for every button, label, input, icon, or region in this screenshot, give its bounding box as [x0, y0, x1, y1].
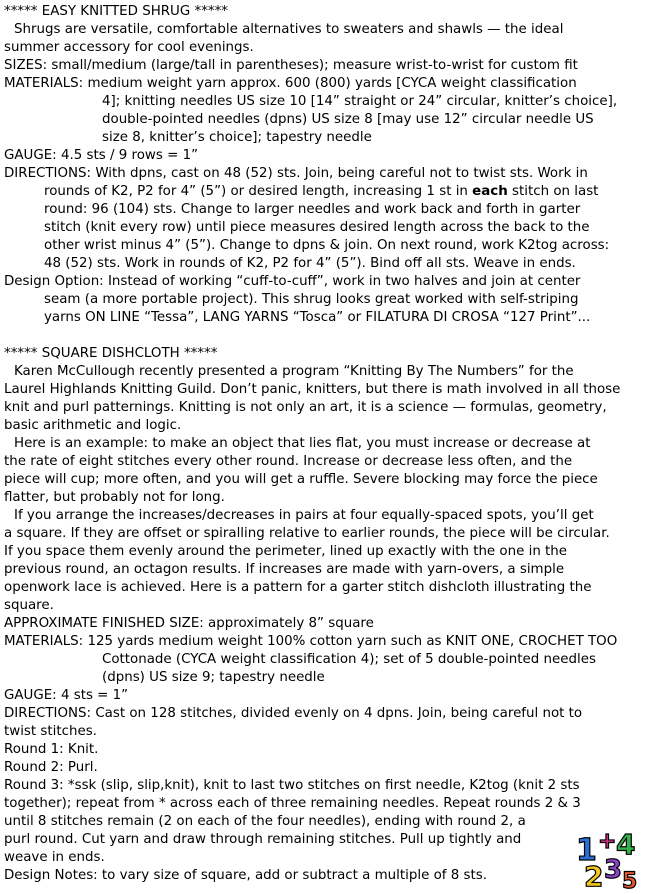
directions-text: stitch on last — [512, 184, 599, 199]
dishcloth-para-line: piece will cup; more often, and you will get a ruffle. Severe blocking may force the piece — [4, 472, 598, 487]
dishcloth-para-line: Here is an example: to make an object that lies flat, you must increase or decrease at — [14, 436, 591, 451]
clipart-glyph: 3 — [604, 855, 623, 885]
dishcloth-materials-line: MATERIALS: 125 yards medium weight 100% cotton yarn such as KNIT ONE, CROCHET TOO — [4, 634, 618, 649]
dishcloth-directions-line: purl round. Cut yarn and draw through remaining stitches. Pull up tightly and — [4, 832, 522, 847]
shrug-materials-line: MATERIALS: medium weight yarn approx. 600 (800) yards [CYCA weight classification — [4, 76, 577, 91]
dishcloth-para-line: square. — [4, 598, 54, 613]
shrug-design-option-line: Design Option: Instead of working “cuff-to-cuff”, work in two halves and join at center — [4, 274, 581, 289]
dishcloth-directions-line: weave in ends. — [4, 850, 105, 865]
dishcloth-heading: ***** SQUARE DISHCLOTH ***** — [4, 346, 218, 361]
shrug-heading: ***** EASY KNITTED SHRUG ***** — [4, 4, 228, 19]
clipart-glyph: 5 — [622, 869, 638, 890]
document-page — [4, 3, 646, 885]
shrug-design-option-line: yarns ON LINE “Tessa”, LANG YARNS “Tosca” or FILATURA DI CROSA “127 Print”... — [44, 310, 591, 325]
dishcloth-para-line: If you arrange the increases/decreases in pairs at four equally-spaced spots, you’ll get — [14, 508, 594, 523]
shrug-intro-line: Shrugs are versatile, comfortable alternatives to sweaters and shawls — the ideal — [14, 22, 564, 37]
dishcloth-para-line: openwork lace is achieved. Here is a pattern for a garter stitch dishcloth illustrating the — [4, 580, 592, 595]
directions-text: rounds of K2, P2 for 4” (5”) or desired length, increasing 1 st in — [44, 184, 468, 199]
dishcloth-para-line: If you space them evenly around the perimeter, lined up exactly with the one in the — [4, 544, 568, 559]
shrug-directions-line: other wrist minus 4” (5”). Change to dpns & join. On next round, work K2tog across: — [44, 238, 610, 253]
dishcloth-round-line: Round 1: Knit. — [4, 742, 99, 757]
shrug-intro-line: summer accessory for cool evenings. — [4, 40, 254, 55]
dishcloth-design-notes: Design Notes: to vary size of square, add or subtract a multiple of 8 sts. — [4, 868, 487, 883]
dishcloth-round-line: Round 2: Purl. — [4, 760, 98, 775]
dishcloth-para-line: the rate of eight stitches every other round. Increase or decrease less often, and the — [4, 454, 573, 469]
dishcloth-para-line: a square. If they are offset or spiralling relative to earlier rounds, the piece will be circular. — [4, 526, 610, 541]
shrug-directions-line: round: 96 (104) sts. Change to larger needles and work back and forth in garter — [44, 202, 581, 217]
shrug-materials-line: double-pointed needles (dpns) US size 8 [may use 12” circular needle US — [102, 112, 594, 127]
math-numbers-clipart — [572, 826, 644, 890]
dishcloth-directions-line: until 8 stitches remain (2 on each of the four needles), ending with round 2, a — [4, 814, 526, 829]
directions-bold-word: each — [472, 184, 508, 199]
shrug-gauge: GAUGE: 4.5 sts / 9 rows = 1” — [4, 148, 199, 163]
dishcloth-directions-line: twist stitches. — [4, 724, 97, 739]
shrug-directions-line: DIRECTIONS: With dpns, cast on 48 (52) sts. Join, being careful not to twist sts. Work in — [4, 166, 588, 181]
shrug-design-option-line: seam (a more portable project). This shrug looks great worked with self-striping — [44, 292, 579, 307]
dishcloth-round-line: Round 3: *ssk (slip, slip,knit), knit to last two stitches on first needle, K2tog (knit 2 sts — [4, 778, 580, 793]
dishcloth-para-line: Karen McCullough recently presented a program “Knitting By The Numbers” for the — [14, 364, 574, 379]
shrug-directions-line — [4, 183, 646, 201]
dishcloth-para-line: flatter, but probably not for long. — [4, 490, 225, 505]
shrug-directions-line: stitch (knit every row) until piece measures desired length across the back to the — [44, 220, 590, 235]
dishcloth-gauge: GAUGE: 4 sts = 1” — [4, 688, 129, 703]
shrug-sizes: SIZES: small/medium (large/tall in parentheses); measure wrist-to-wrist for custom fit — [4, 58, 578, 73]
shrug-materials-line: size 8, knitter’s choice]; tapestry needle — [102, 130, 372, 145]
dishcloth-directions-line: together); repeat from * across each of three remaining needles. Repeat rounds 2 & 3 — [4, 796, 581, 811]
clipart-glyph: 4 — [616, 828, 636, 861]
dishcloth-para-line: previous round, an octagon results. If increases are made with yarn-overs, a simple — [4, 562, 565, 577]
dishcloth-para-line: knit and purl patternings. Knitting is not only an art, it is a science — formulas, geometry, — [4, 400, 607, 415]
dishcloth-finished-size: APPROXIMATE FINISHED SIZE: approximately 8” square — [4, 616, 374, 631]
dishcloth-materials-line: Cottonade (CYCA weight classification 4); set of 5 double-pointed needles — [102, 652, 596, 667]
shrug-materials-line: 4]; knitting needles US size 10 [14” straight or 24” circular, knitter’s choice], — [102, 94, 618, 109]
dishcloth-directions-line: DIRECTIONS: Cast on 128 stitches, divided evenly on 4 dpns. Join, being careful not to — [4, 706, 583, 721]
clipart-glyph: 1 — [576, 833, 597, 868]
section-spacer — [4, 327, 646, 345]
clipart-glyph: + — [598, 829, 617, 854]
dishcloth-materials-line: (dpns) US size 9; tapestry needle — [102, 670, 325, 685]
clipart-glyph: 2 — [584, 860, 604, 890]
dishcloth-para-line: Laurel Highlands Knitting Guild. Don’t panic, knitters, but there is math involved in all those — [4, 382, 621, 397]
shrug-directions-line: 48 (52) sts. Work in rounds of K2, P2 for 4” (5”). Bind off all sts. Weave in ends. — [44, 256, 576, 271]
dishcloth-para-line: basic arithmetic and logic. — [4, 418, 182, 433]
